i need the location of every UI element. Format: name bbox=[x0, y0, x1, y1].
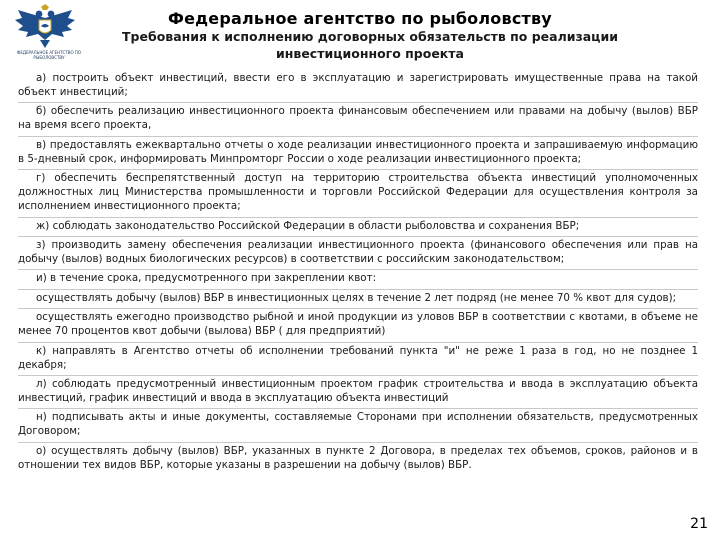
requirement-item: осуществлять добычу (вылов) ВБР в инвестиционных целях в течение 2 лет подряд (не менее 70 % квот для судов); bbox=[18, 289, 698, 305]
subtitle-line-2: инвестиционного проекта bbox=[276, 46, 464, 61]
requirement-item: в) предоставлять ежеквартально отчеты о ходе реализации инвестиционного проекта и запрашиваемую информацию в 5-дневный срок, информировать Минпромторг России о ходе реализации инвестиционного проекта; bbox=[18, 136, 698, 166]
subtitle-line-1: Требования к исполнению договорных обязательств по реализации bbox=[122, 29, 618, 44]
requirement-item: к) направлять в Агентство отчеты об исполнении требований пункта "и" не реже 1 раза в год, но не позднее 1 декабря; bbox=[18, 342, 698, 372]
requirement-item: з) производить замену обеспечения реализации инвестиционного проекта (финансового обеспечения или прав на добычу (вылов) водных биологических ресурсов) в соответствии с российским законодательством; bbox=[18, 236, 698, 266]
logo-caption: ФЕДЕРАЛЬНОЕ АГЕНТСТВО ПО РЫБОЛОВСТВУ bbox=[16, 50, 82, 60]
requirement-item: ж) соблюдать законодательство Российской Федерации в области рыболовства и сохранения ВБР; bbox=[18, 217, 698, 233]
requirement-item: б) обеспечить реализацию инвестиционного проекта финансовым обеспечением или правами на добычу (вылов) ВБР на время всего проекта, bbox=[18, 102, 698, 132]
requirement-item: и) в течение срока, предусмотренного при закреплении квот: bbox=[18, 269, 698, 285]
requirement-item: л) соблюдать предусмотренный инвестиционным проектом график строительства и ввода в эксплуатацию объекта инвестиций, график инвестиций и ввода в эксплуатацию объекта инвестиций bbox=[18, 375, 698, 405]
agency-title: Федеральное агентство по рыболовству bbox=[168, 9, 552, 28]
requirement-item: о) осуществлять добычу (вылов) ВБР, указанных в пункте 2 Договора, в пределах тех объемов, сроков, районов и в отношении тех видов ВБР, которые указаны в разрешении на добычу (вылов) ВБР. bbox=[18, 442, 698, 472]
requirement-item: н) подписывать акты и иные документы, составляемые Сторонами при исполнении обязательств, предусмотренных Договором; bbox=[18, 408, 698, 438]
page-subtitle bbox=[90, 28, 650, 62]
requirement-item: а) построить объект инвестиций, ввести его в эксплуатацию и зарегистрировать имущественные права на такой объект инвестиций; bbox=[18, 72, 698, 98]
page-number: 21 bbox=[690, 516, 708, 532]
requirement-item: осуществлять ежегодно производство рыбной и иной продукции из уловов ВБР в соответствии с квотами, в объеме не менее 70 процентов квот добычи (вылова) ВБР ( для предприятий) bbox=[18, 308, 698, 338]
requirement-item: г) обеспечить беспрепятственный доступ на территорию строительства объекта инвестиций уполномоченных должностных лиц Министерства промышленности и торговли Российской Федерации для осуществления контроля за исполнением инвестиционного проекта; bbox=[18, 169, 698, 213]
requirements-list bbox=[18, 70, 698, 475]
